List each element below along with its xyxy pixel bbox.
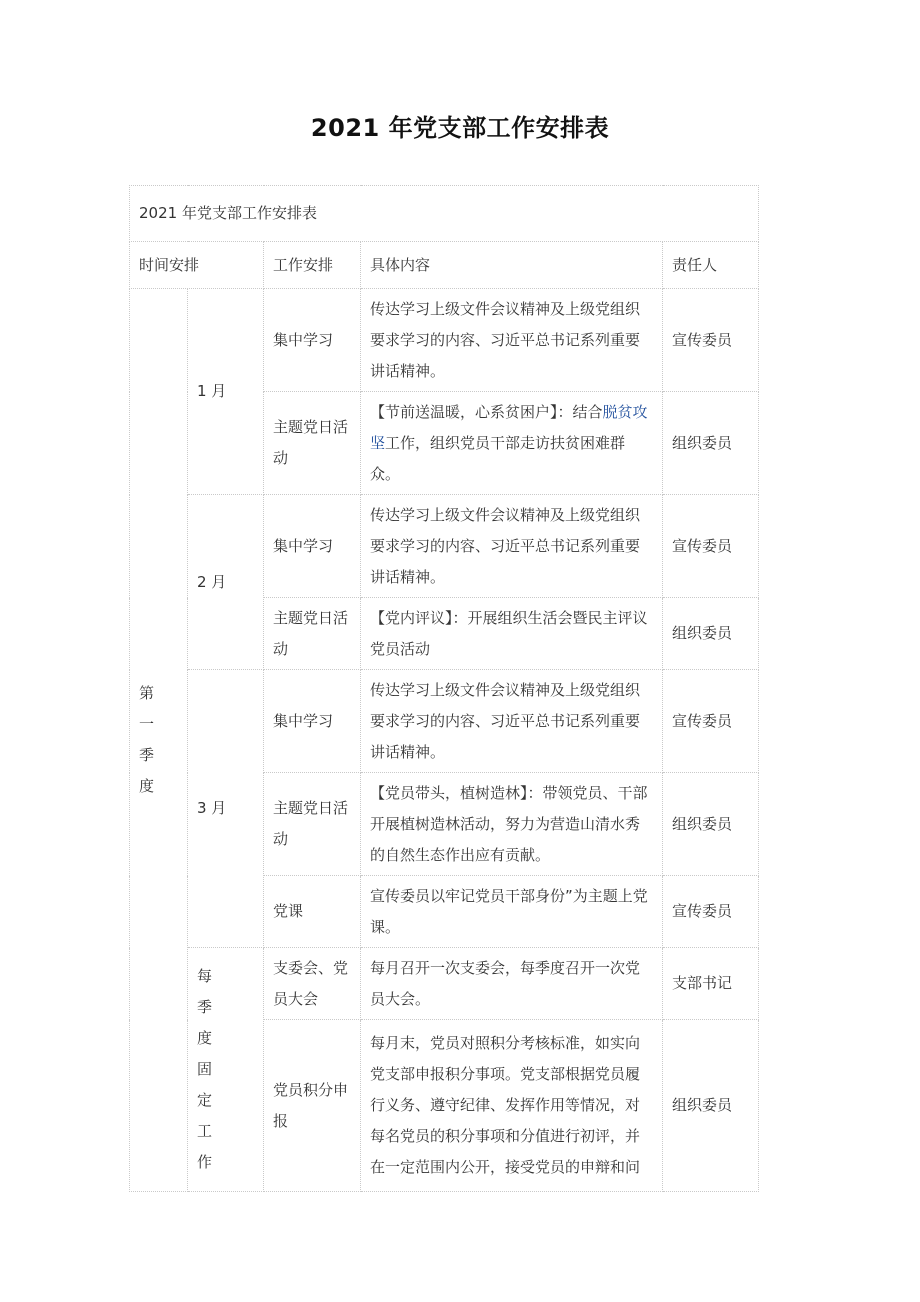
content-text: 【节前送温暖，心系贫困户】：结合 (370, 402, 603, 421)
table-row (130, 495, 759, 598)
quarter-cell: 第 一 季度 (130, 289, 188, 1192)
work-cell: 党员积分申报 (264, 1020, 361, 1192)
work-cell: 集中学习 (264, 289, 361, 392)
work-cell: 主题党日活动 (264, 392, 361, 495)
work-cell: 党课 (264, 876, 361, 948)
owner-cell: 组织委员 (663, 598, 759, 670)
owner-cell: 宣传委员 (663, 876, 759, 948)
month-cell: 3 月 (188, 670, 264, 948)
owner-cell: 组织委员 (663, 773, 759, 876)
poverty-link[interactable]: 脱贫攻坚 (370, 402, 648, 452)
work-plan-table (129, 185, 759, 1192)
header-content: 具体内容 (361, 242, 663, 289)
page-title: 2021 年党支部工作安排表 (310, 114, 610, 142)
content-text: 工作，组织党员干部走访扶贫困难群众。 (370, 433, 626, 483)
owner-cell: 宣传委员 (663, 670, 759, 773)
content-cell: 每月召开一次支委会，每季度召开一次党员大会。 (361, 948, 663, 1020)
work-cell: 主题党日活动 (264, 598, 361, 670)
work-cell: 集中学习 (264, 495, 361, 598)
content-cell: 【党员带头，植树造林】：带领党员、干部开展植树造林活动，努力为营造山清水秀的自然生态作出应有贡献。 (361, 773, 663, 876)
content-cell: 每月末，党员对照积分考核标准，如实向党支部申报积分事项。党支部根据党员履行义务、遵守纪律、发挥作用等情况，对每名党员的积分事项和分值进行初评，并在一定范围内公开，接受党员的申辩和问 (361, 1020, 663, 1192)
table-row (130, 948, 759, 1020)
owner-cell: 支部书记 (663, 948, 759, 1020)
content-cell: 传达学习上级文件会议精神及上级党组织要求学习的内容、习近平总书记系列重要讲话精神。 (361, 495, 663, 598)
owner-cell: 宣传委员 (663, 495, 759, 598)
table-row (130, 670, 759, 773)
content-cell (361, 392, 663, 495)
table-row (130, 289, 759, 392)
content-cell: 【党内评议】：开展组织生活会暨民主评议党员活动 (361, 598, 663, 670)
content-cell: 传达学习上级文件会议精神及上级党组织要求学习的内容、习近平总书记系列重要讲话精神。 (361, 670, 663, 773)
table-caption: 2021 年党支部工作安排表 (130, 186, 759, 242)
content-cell: 宣传委员以牢记党员干部身份”为主题上党课。 (361, 876, 663, 948)
fixed-work-cell: 每 季 度 固 定 工 作 (188, 948, 264, 1192)
header-work: 工作安排 (264, 242, 361, 289)
work-cell: 支委会、党员大会 (264, 948, 361, 1020)
owner-cell: 组织委员 (663, 1020, 759, 1192)
header-owner: 责任人 (663, 242, 759, 289)
work-cell: 集中学习 (264, 670, 361, 773)
content-cell: 传达学习上级文件会议精神及上级党组织要求学习的内容、习近平总书记系列重要讲话精神。 (361, 289, 663, 392)
work-cell: 主题党日活动 (264, 773, 361, 876)
owner-cell: 宣传委员 (663, 289, 759, 392)
header-time: 时间安排 (130, 242, 264, 289)
owner-cell: 组织委员 (663, 392, 759, 495)
month-cell: 2 月 (188, 495, 264, 670)
month-cell: 1 月 (188, 289, 264, 495)
